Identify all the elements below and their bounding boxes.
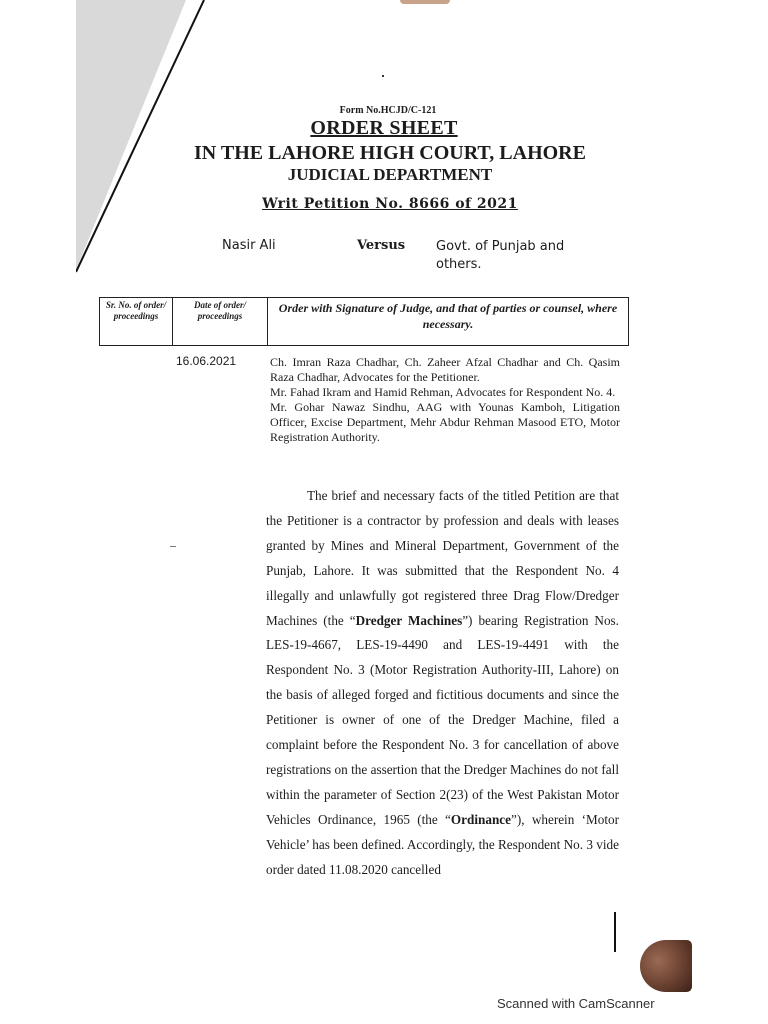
order-text-part: The brief and necessary facts of the titled Petition are that the Petitioner is a contractor by profession and deals with leases granted by Mines and Mineral Department, Government of the Punjab, Lahore. It was submitted that the Respondent No. 4 illegally and unlawfully got registered three Drag Flow/Dredger Machines (the “ [266,488,619,628]
column-header-order: Order with Signature of Judge, and that of parties or counsel, where necessary. [268,298,629,346]
appearances-block [270,355,620,445]
appearance-state: Mr. Gohar Nawaz Sindhu, AAG with Younas Kamboh, Litigation Officer, Excise Department, Mehr Abdur Rehman Masood ETO, Motor Registration Authority. [270,400,620,444]
case-number: Writ Petition No. 8666 of 2021 [262,196,518,212]
defined-term-dredger: Dredger Machines [355,612,463,628]
page-fold-edge [76,0,206,280]
margin-mark [170,546,176,547]
order-date: 16.06.2021 [176,354,237,368]
respondent-name: Govt. of Punjab and others. [436,239,565,272]
column-header-serial: Sr. No. of order/ proceedings [100,298,173,346]
defined-term-ordinance: Ordinance [450,811,511,827]
order-body [266,484,619,883]
order-paragraph [266,484,619,883]
order-text-part: ”), wherein ‘Motor Vehicle’ has been defined. Accordingly, the Respondent No. 3 vide order dated 11.08.2020 cancelled [266,811,619,877]
scan-top-artifact [400,0,450,4]
order-sheet-header-table [99,297,629,346]
appearance-respondent-4: Mr. Fahad Ikram and Hamid Rehman, Advocates for Respondent No. 4. [270,385,616,399]
thumb-in-frame [640,940,692,992]
court-name: IN THE LAHORE HIGH COURT, LAHORE [194,142,586,164]
versus-label: Versus [357,238,406,253]
order-text-part: ”) bearing Registration Nos. LES-19-4667, LES-19-4490 and LES-19-4491 with the Respondent No. 3 (Motor Registration Authority-III, Lahore) on the basis of alleged forged and fictitious documents and since the Petitioner is owner of one of the Dredger Machine, filed a complaint before the Respondent No. 3 for cancellation of above registrations on the assertion that the Dredger Machines do not fall within the parameter of Section 2(23) of the West Pakistan Motor Vehicles Ordinance, 1965 (the “ [266,612,619,827]
petitioner-name: Nasir Ali [222,238,276,253]
scanner-watermark: Scanned with CamScanner [497,996,655,1011]
form-number: Form No.HCJD/C-121 [339,105,437,116]
page-title: ORDER SHEET [310,117,458,139]
appearance-petitioner: Ch. Imran Raza Chadhar, Ch. Zaheer Afzal Chadhar and Ch. Qasim Raza Chadhar, Advocates for the Petitioner. [270,355,620,384]
column-header-date: Date of order/ proceedings [173,298,268,346]
scan-dot [382,75,384,77]
pen-mark [614,912,616,952]
department-name: JUDICIAL DEPARTMENT [287,165,493,184]
